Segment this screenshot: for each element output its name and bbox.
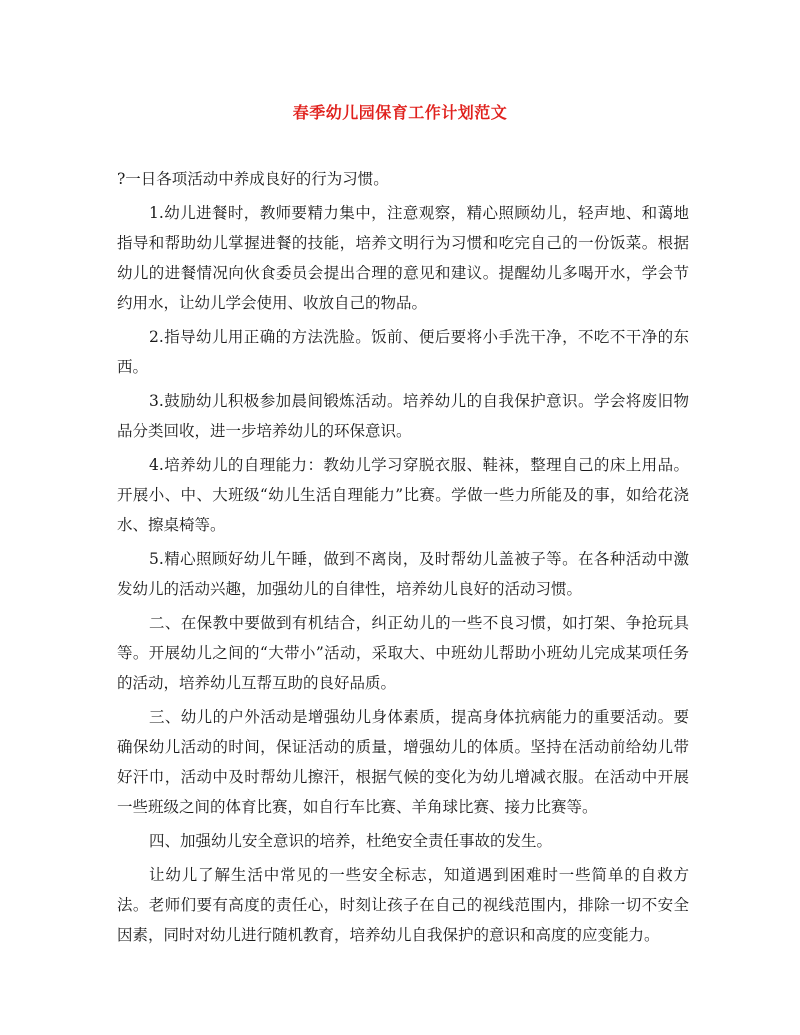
paragraph-section-3: 三、幼儿的户外活动是增强幼儿身体素质，提高身体抗病能力的重要活动。要确保幼儿活动的时间，保证活动的质量，增强幼儿的体质。坚持在活动前给幼儿带好汗巾，活动中及时帮幼儿擦汗，根据气候的变化为幼儿增减衣服。在活动中开展一些班级之间的体育比赛，如自行车比赛、羊角球比赛、接力比赛等。 bbox=[117, 708, 689, 816]
paragraph-intro: ?一日各项活动中养成良好的行为习惯。 bbox=[117, 170, 389, 188]
paragraph-section-2: 二、在保教中要做到有机结合，纠正幼儿的一些不良习惯，如打架、争抢玩具等。开展幼儿之间的“大带小”活动，采取大、中班幼儿帮助小班幼儿完成某项任务的活动，培养幼儿互帮互助的良好品质。 bbox=[117, 614, 689, 692]
paragraph-item-5: 5.精心照顾好幼儿午睡，做到不离岗，及时帮幼儿盖被子等。在各种活动中激发幼儿的活动兴趣，加强幼儿的自律性，培养幼儿良好的活动习惯。 bbox=[117, 550, 689, 598]
paragraph-section-4: 四、加强幼儿安全意识的培养，杜绝安全责任事故的发生。 bbox=[149, 832, 553, 850]
paragraph-item-3: 3.鼓励幼儿积极参加晨间锻炼活动。培养幼儿的自我保护意识。学会将废旧物品分类回收，进一步培养幼儿的环保意识。 bbox=[117, 392, 689, 440]
page-title: 春季幼儿园保育工作计划范文 bbox=[292, 103, 508, 122]
paragraph-item-2: 2.指导幼儿用正确的方法洗脸。饭前、便后要将小手洗干净，不吃不干净的东西。 bbox=[117, 328, 689, 376]
document-body bbox=[117, 164, 689, 954]
paragraph-safety: 让幼儿了解生活中常见的一些安全标志，知道遇到困难时一些简单的自救方法。老师们要有高度的责任心，时刻让孩子在自己的视线范围内，排除一切不安全因素，同时对幼儿进行随机教育，培养幼儿自我保护的意识和高度的应变能力。 bbox=[117, 866, 689, 944]
paragraph-item-1: 1.幼儿进餐时，教师要精力集中，注意观察，精心照顾幼儿，轻声地、和蔼地指导和帮助幼儿掌握进餐的技能，培养文明行为习惯和吃完自己的一份饭菜。根据幼儿的进餐情况向伙食委员会提出合理的意见和建议。提醒幼儿多喝开水，学会节约用水，让幼儿学会使用、收放自己的物品。 bbox=[117, 204, 689, 312]
paragraph-item-4: 4.培养幼儿的自理能力：教幼儿学习穿脱衣服、鞋袜，整理自己的床上用品。开展小、中、大班级“幼儿生活自理能力”比赛。学做一些力所能及的事，如给花浇水、擦桌椅等。 bbox=[117, 456, 689, 534]
